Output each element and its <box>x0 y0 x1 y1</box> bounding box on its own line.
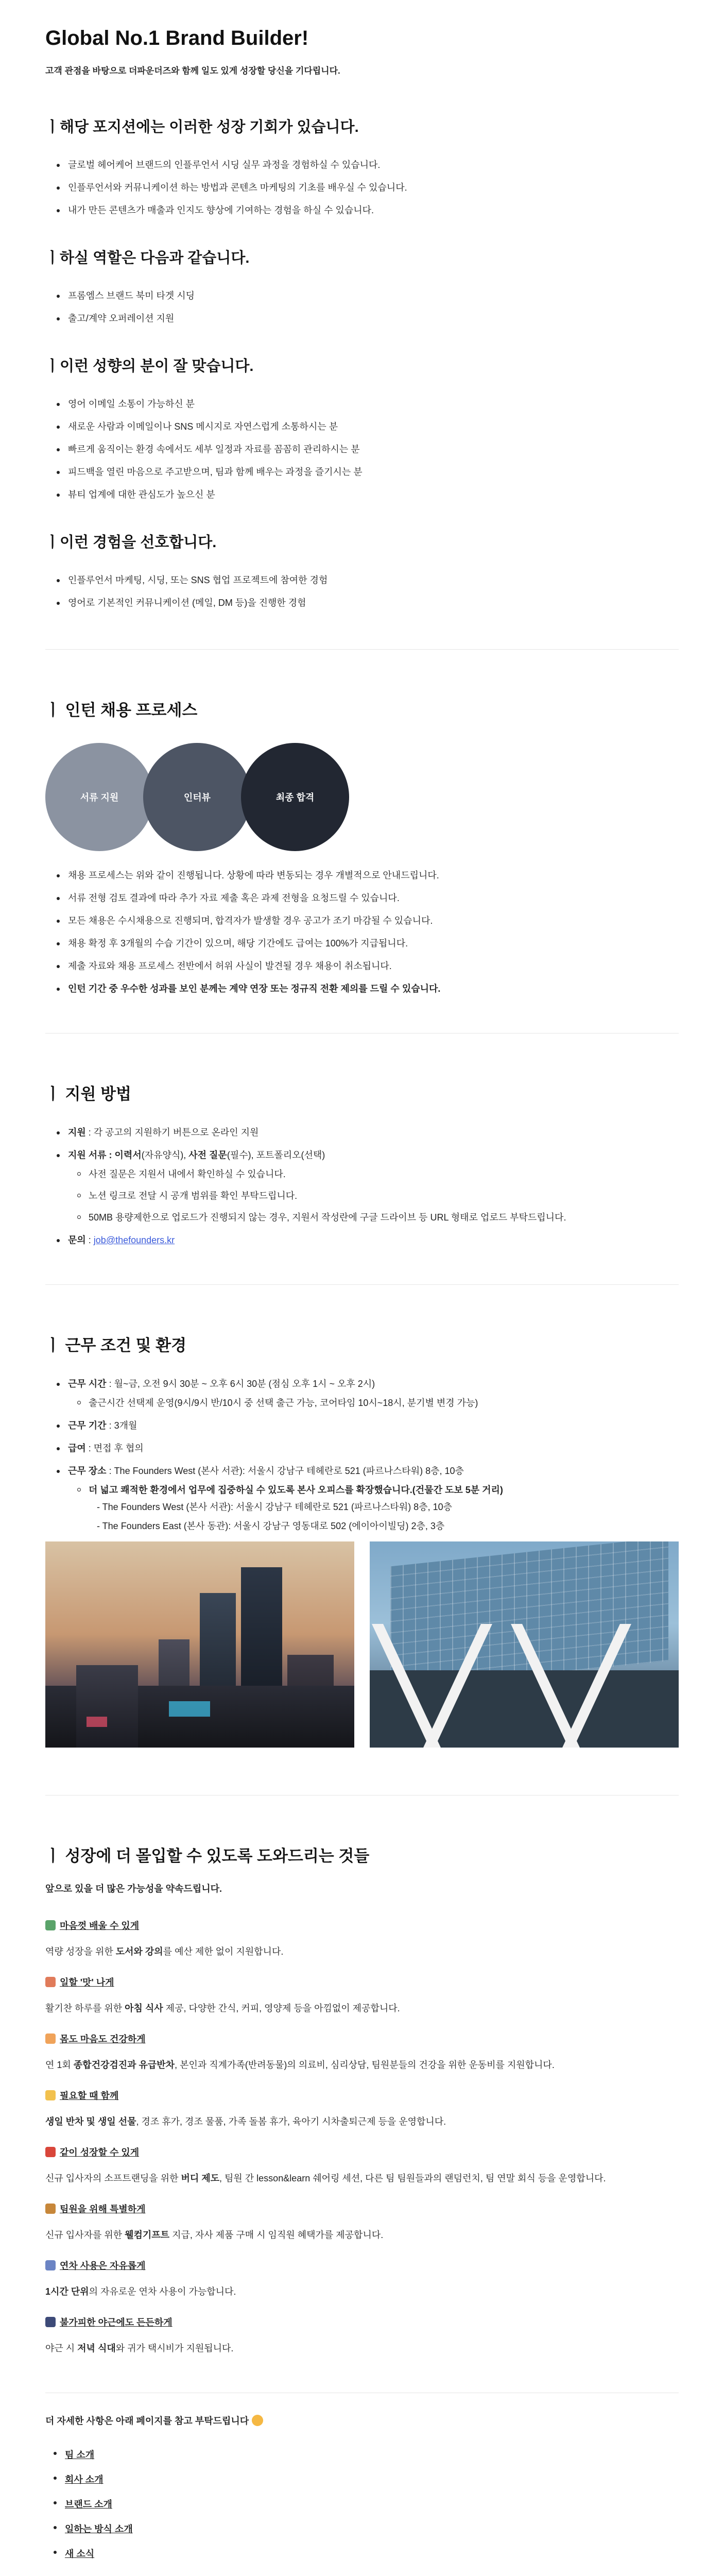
benefit-text: 신규 입사자의 소프트랜딩을 위한 <box>45 2173 181 2183</box>
list-item: 서류 전형 검토 결과에 따라 추가 자료 제출 혹은 과제 전형을 요청드릴 수 있습니다. <box>57 892 679 904</box>
docs-question-label: 사전 질문 <box>188 1150 227 1160</box>
benefit-text: 의 자유로운 연차 사용이 가능합니다. <box>89 2286 236 2297</box>
preferred-title: ㅣ이런 경험을 선호합니다. <box>45 534 217 551</box>
hours-text: : 월~금, 오전 9시 30분 ~ 오후 6시 30분 (점심 오후 1시 ~ 오후 2시) <box>106 1379 375 1389</box>
benefit-item <box>45 1919 679 1960</box>
conditions-list <box>45 1378 679 1532</box>
process-title: ㅣ 인턴 채용 프로세스 <box>45 701 198 719</box>
apply-list <box>45 1127 679 1246</box>
docs-sub-list <box>68 1168 679 1224</box>
docs-label: 지원 서류 : 이력서 <box>68 1150 142 1160</box>
place-sub-list <box>68 1484 679 1496</box>
list-item: 프롬엠스 브랜드 북미 타겟 시딩 <box>57 290 679 302</box>
benefit-highlight: 저녁 식대 <box>77 2343 116 2353</box>
sub-list-item: 노션 링크로 전달 시 공개 범위를 확인 부탁드립니다. <box>77 1190 679 1202</box>
news-link[interactable]: 새 소식 <box>54 2547 679 2560</box>
step-interview: 인터뷰 <box>143 743 251 851</box>
benefit-item <box>45 2202 679 2243</box>
page-subtitle: 고객 관점을 바탕으로 더파운더즈와 함께 일도 있게 성장할 당신을 기다립니다. <box>45 66 340 76</box>
benefit-title: 마음껏 배울 수 있게 <box>60 1921 140 1931</box>
smile-icon <box>252 2415 263 2426</box>
hours-label: 근무 시간 <box>68 1379 107 1389</box>
benefit-item <box>45 2315 679 2357</box>
list-item: 뷰티 업계에 대한 관심도가 높으신 분 <box>57 489 679 501</box>
apply-title: ㅣ 지원 방법 <box>45 1085 131 1103</box>
conditions-title: ㅣ 근무 조건 및 환경 <box>45 1336 187 1354</box>
benefit-item <box>45 2145 679 2187</box>
list-item: 채용 확정 후 3개월의 수습 기간이 있으며, 해당 기간에도 급여는 100%가 지급됩니다. <box>57 938 679 950</box>
benefit-highlight: 생일 반차 및 생일 선물 <box>45 2116 136 2127</box>
benefit-text: , 팀원 간 lesson&learn 쉐어링 세션, 다른 팀 팀원들과의 랜덤런치, 팀 연말 회식 등을 운영합니다. <box>219 2173 606 2183</box>
fit-list <box>45 398 679 501</box>
benefits-list <box>45 1919 679 2357</box>
benefit-text: 와 귀가 택시비가 지원됩니다. <box>115 2343 234 2353</box>
apply-label: 지원 <box>68 1127 86 1138</box>
list-item: 인플루언서와 커뮤니케이션 하는 방법과 콘텐츠 마케팅의 기초를 배우실 수 있습니다. <box>57 182 679 194</box>
gift-icon <box>45 2204 56 2214</box>
list-item <box>57 1378 679 1409</box>
more-info-text: 더 자세한 사항은 아래 페이지를 참고 부탁드립니다 <box>45 2416 249 2426</box>
company-intro-link[interactable]: 회사 소개 <box>54 2472 679 2486</box>
step-final: 최종 합격 <box>241 743 349 851</box>
benefit-text: 역량 성장을 위한 <box>45 1946 116 1957</box>
brand-intro-link[interactable]: 브랜드 소개 <box>54 2497 679 2511</box>
benefits-promise: 앞으로 있을 더 많은 가능성을 약속드립니다. <box>45 1884 222 1894</box>
apply-text: : 각 공고의 지원하기 버튼으로 온라인 지원 <box>85 1127 259 1138</box>
more-links <box>45 2448 679 2560</box>
office-west-photo <box>45 1541 354 1748</box>
divider <box>45 649 679 650</box>
calendar-icon <box>45 2260 56 2270</box>
list-item: 인턴 기간 중 우수한 성과를 보인 분께는 계약 연장 또는 정규직 전환 제의를 드릴 수 있습니다. <box>57 983 679 995</box>
opportunity-title: ㅣ해당 포지션에는 이러한 성장 기회가 있습니다. <box>45 119 359 135</box>
benefit-title: 불가피한 야근에도 든든하게 <box>60 2317 173 2328</box>
list-item: 채용 프로세스는 위와 같이 진행됩니다. 상황에 따라 변동되는 경우 개별적으로 안내드립니다. <box>57 870 679 882</box>
list-item: 새로운 사람과 이메일이나 SNS 메시지로 자연스럽게 소통하시는 분 <box>57 421 679 433</box>
list-item: 내가 만든 콘텐츠가 매출과 인지도 향상에 기여하는 경험을 하실 수 있습니다. <box>57 205 679 216</box>
step-document: 서류 지원 <box>45 743 153 851</box>
benefits-title: ㅣ 성장에 더 몰입할 수 있도록 도와드리는 것들 <box>45 1847 370 1865</box>
sub-list-item: 사전 질문은 지원서 내에서 확인하실 수 있습니다. <box>77 1168 679 1180</box>
list-item: 출고/계약 오퍼레이션 지원 <box>57 313 679 325</box>
benefit-title: 일할 '맛' 나게 <box>60 1977 114 1988</box>
fork-knife-icon <box>45 1977 56 1987</box>
benefit-text: 를 예산 제한 없이 지원합니다. <box>163 1946 284 1957</box>
benefit-highlight: 아침 식사 <box>125 2003 163 2013</box>
list-item <box>57 1127 679 1139</box>
work-style-link[interactable]: 일하는 방식 소개 <box>54 2522 679 2535</box>
flag-icon <box>45 2147 56 2157</box>
docs-text: (필수), 포트폴리오(선택) <box>227 1150 325 1160</box>
benefit-text: 제공, 다양한 간식, 커피, 영양제 등을 아낌없이 제공합니다. <box>163 2003 400 2013</box>
benefit-highlight: 버디 제도 <box>181 2173 219 2183</box>
benefit-highlight: 웰컴기프트 <box>125 2230 170 2240</box>
benefit-text: 활기찬 하루를 위한 <box>45 2003 125 2013</box>
role-list <box>45 290 679 325</box>
divider <box>45 1284 679 1285</box>
hours-sub-list <box>68 1397 679 1409</box>
benefit-title: 같이 성장할 수 있게 <box>60 2147 140 2158</box>
list-item: 글로벌 헤어케어 브랜드의 인플루언서 시딩 실무 과정을 경험하실 수 있습니다. <box>57 159 679 171</box>
benefit-title: 몸도 마음도 건강하게 <box>60 2034 146 2044</box>
list-item: 영어 이메일 소통이 가능하신 분 <box>57 398 679 410</box>
benefit-text: 연 1회 <box>45 2060 74 2070</box>
muscle-icon <box>45 2033 56 2044</box>
period-text: : 3개월 <box>106 1420 137 1431</box>
pay-text: : 면접 후 협의 <box>85 1443 144 1453</box>
benefit-text: 신규 입사자를 위한 <box>45 2230 125 2240</box>
list-item <box>57 1234 679 1246</box>
job-posting <box>45 0 679 2560</box>
benefit-text: 야근 시 <box>45 2343 78 2353</box>
benefit-title: 팀원을 위해 특별하게 <box>60 2204 146 2214</box>
sub-list-item: 더 넓고 쾌적한 환경에서 업무에 집중하실 수 있도록 본사 오피스를 확장했습니다.(건물간 도보 5분 거리) <box>77 1484 679 1496</box>
pay-label: 급여 <box>68 1443 86 1453</box>
list-item: 빠르게 움직이는 환경 속에서도 세부 일정과 자료를 꼼꼼히 관리하시는 분 <box>57 444 679 455</box>
page-title: Global No.1 Brand Builder! <box>45 27 309 49</box>
benefit-highlight: 1시간 단위 <box>45 2286 89 2297</box>
opportunity-list <box>45 159 679 216</box>
period-label: 근무 기간 <box>68 1420 107 1431</box>
place-text: : The Founders West (본사 서관): 서울시 강남구 테헤란로 521 (파르나스타워) 8층, 10층 <box>106 1466 464 1476</box>
preferred-list <box>45 574 679 609</box>
benefit-item <box>45 1975 679 2016</box>
office-photos <box>45 1541 679 1748</box>
list-item: 인플루언서 마케팅, 시딩, 또는 SNS 협업 프로젝트에 참여한 경험 <box>57 574 679 586</box>
list-item: 제출 자료와 채용 프로세스 전반에서 허위 사실이 발견될 경우 채용이 취소됩니다. <box>57 960 679 972</box>
place-label: 근무 장소 <box>68 1466 107 1476</box>
team-intro-link[interactable]: 팀 소개 <box>54 2448 679 2461</box>
list-item <box>57 1465 679 1532</box>
benefit-item <box>45 2259 679 2300</box>
books-icon <box>45 1920 56 1930</box>
benefit-text: 지급, 자사 제품 구매 시 임직원 혜택가를 제공합니다. <box>169 2230 384 2240</box>
office-item: - The Founders East (본사 동관): 서울시 강남구 영동대로 502 (에이아이빌딩) 2층, 3층 <box>97 1521 445 1531</box>
role-title: ㅣ하실 역할은 다음과 같습니다. <box>45 250 250 266</box>
benefit-text: , 본인과 직계가족(반려동물)의 의료비, 심리상담, 팀원분들의 건강을 위한 운동비를 지원합니다. <box>175 2060 555 2070</box>
benefit-item <box>45 2032 679 2073</box>
process-notes <box>45 870 679 995</box>
list-item: 피드백을 열린 마음으로 주고받으며, 팀과 함께 배우는 과정을 즐기시는 분 <box>57 466 679 478</box>
benefit-title: 필요할 때 함께 <box>60 2091 119 2101</box>
benefit-item <box>45 2089 679 2130</box>
contact-sep: : <box>85 1235 94 1245</box>
people-icon <box>45 2090 56 2100</box>
office-list <box>68 1501 679 1532</box>
benefit-highlight: 종합건강검진과 유급반차 <box>73 2060 175 2070</box>
list-item: 영어로 기본적인 커뮤니케이션 (메일, DM 등)을 진행한 경험 <box>57 597 679 609</box>
office-east-photo <box>370 1541 679 1748</box>
office-item: - The Founders West (본사 서관): 서울시 강남구 테헤란로 521 (파르나스타워) 8층, 10층 <box>97 1502 452 1512</box>
process-steps <box>45 743 679 851</box>
benefit-title: 연차 사용은 자유롭게 <box>60 2261 146 2271</box>
sub-list-item: 50MB 용량제한으로 업로드가 진행되지 않는 경우, 지원서 작성란에 구글 드라이브 등 URL 형태로 업로드 부탁드립니다. <box>77 1212 679 1224</box>
sub-list-item: 출근시간 선택제 운영(9시/9시 반/10시 중 선택 출근 가능, 코어타임 10시~18시, 분기별 변경 가능) <box>77 1397 679 1409</box>
contact-email-link[interactable]: job@thefounders.kr <box>93 1235 175 1245</box>
list-item <box>57 1443 679 1454</box>
benefit-text: , 경조 휴가, 경조 물품, 가족 돌봄 휴가, 육아기 시차출퇴근제 등을 운영합니다. <box>136 2116 446 2127</box>
list-item <box>57 1149 679 1224</box>
fit-title: ㅣ이런 성향의 분이 잘 맞습니다. <box>45 358 254 375</box>
list-item <box>57 1420 679 1432</box>
docs-text: (자유양식), <box>141 1150 189 1160</box>
list-item: 모든 채용은 수시채용으로 진행되며, 합격자가 발생할 경우 공고가 조기 마감될 수 있습니다. <box>57 915 679 927</box>
night-icon <box>45 2317 56 2327</box>
contact-label: 문의 <box>68 1235 86 1245</box>
benefit-highlight: 도서와 강의 <box>115 1946 163 1957</box>
